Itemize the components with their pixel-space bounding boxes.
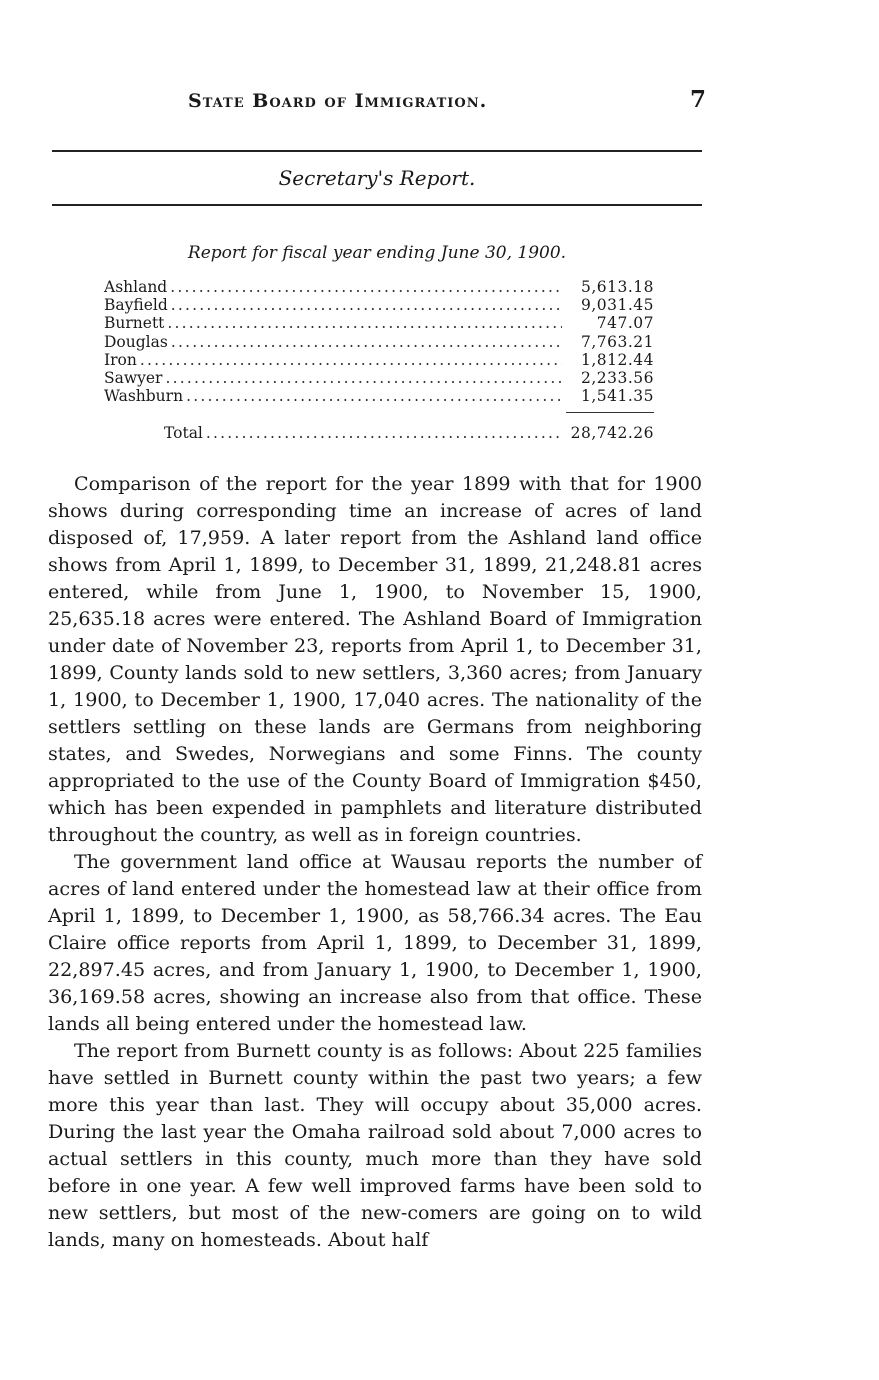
county-name: Washburn: [104, 387, 184, 406]
total-amount: 28,742.26: [570, 424, 654, 442]
table-row: [104, 333, 654, 351]
dot-leader: [165, 369, 562, 387]
dot-leader: [167, 314, 562, 332]
county-name: Burnett: [104, 314, 165, 333]
county-name: Bayfield: [104, 296, 168, 315]
county-amount: 2,233.56: [580, 368, 654, 387]
top-rule: [52, 150, 702, 152]
county-amount: 9,031.45: [580, 296, 654, 315]
table-row: [104, 387, 654, 405]
county-amount: 1,812.44: [580, 350, 654, 369]
dot-leader: [140, 351, 562, 369]
county-amount: 5,613.18: [580, 278, 654, 296]
county-amount: 1,541.35: [580, 387, 654, 406]
paragraph: The government land office at Wausau reports the number of acres of land entered under the homestead law at their office from April 1, 1899, to December 1, 1900, as 58,766.34 acres. The Eau Claire office reports from April 1, 1899, to December 31, 1899, 22,897.45 acres, and from January 1, 1900, to December 1, 1900, 36,169.58 acres, showing an increase also from that office. These lands all being entered under the homestead law.: [48, 850, 702, 1035]
table-row: [104, 296, 654, 314]
dot-leader: [170, 278, 562, 296]
report-total: [104, 424, 654, 442]
sum-rule: [566, 412, 654, 413]
dot-leader: [171, 333, 562, 351]
running-head: [50, 86, 710, 120]
county-name: Sawyer: [104, 368, 163, 387]
running-title: State Board of Immigration.: [188, 90, 488, 112]
table-row: [104, 278, 654, 296]
county-amount: 7,763.21: [580, 332, 654, 351]
table-row: [104, 351, 654, 369]
dot-leader: [186, 387, 562, 405]
county-name: Douglas: [104, 332, 168, 351]
total-label: Total: [164, 424, 203, 442]
paragraph: The report from Burnett county is as follows: About 225 families have settled in Burnett county within the past two years; a few more this year than last. They will occupy about 35,000 acres. During the last year the Omaha railroad sold about 7,000 acres to actual settlers in this county, much more than they have sold before in one year. A few well improved farms have been sold to new settlers, but most of the new-comers are going on to wild lands, many on homesteads. About half: [48, 1039, 702, 1251]
bottom-rule: [52, 204, 702, 206]
page-number: 7: [689, 86, 706, 113]
county-name: Iron: [104, 350, 137, 369]
paragraph: Comparison of the report for the year 1899 with that for 1900 shows during corresponding time an increase of acres of land disposed of, 17,959. A later report from the Ashland land office shows from April 1, 1899, to December 31, 1899, 21,248.81 acres entered, while from June 1, 1900, to November 15, 1900, 25,635.18 acres were entered. The Ashland Board of Immigration under date of November 23, reports from April 1, to December 31, 1899, County lands sold to new settlers, 3,360 acres; from January 1, 1900, to December 1, 1900, 17,040 acres. The nationality of the settlers settling on these lands are Germans from neighboring states, and Swedes, Norwegians and some Finns. The county appropriated to the use of the County Board of Immigration $450, which has been expended in pamphlets and literature distributed throughout the country, as well as in foreign countries.: [48, 472, 702, 846]
body-text: [48, 470, 702, 1253]
dot-leader: [206, 424, 562, 442]
section-title: Secretary's Report.: [278, 166, 476, 190]
table-row: [104, 369, 654, 387]
total-row: [104, 424, 654, 442]
report-caption: Report for fiscal year ending June 30, 1900.: [187, 243, 567, 263]
county-name: Ashland: [104, 278, 168, 296]
county-amount: 747.07: [596, 314, 654, 333]
report-table: [104, 278, 654, 405]
dot-leader: [171, 296, 562, 314]
table-row: [104, 314, 654, 332]
